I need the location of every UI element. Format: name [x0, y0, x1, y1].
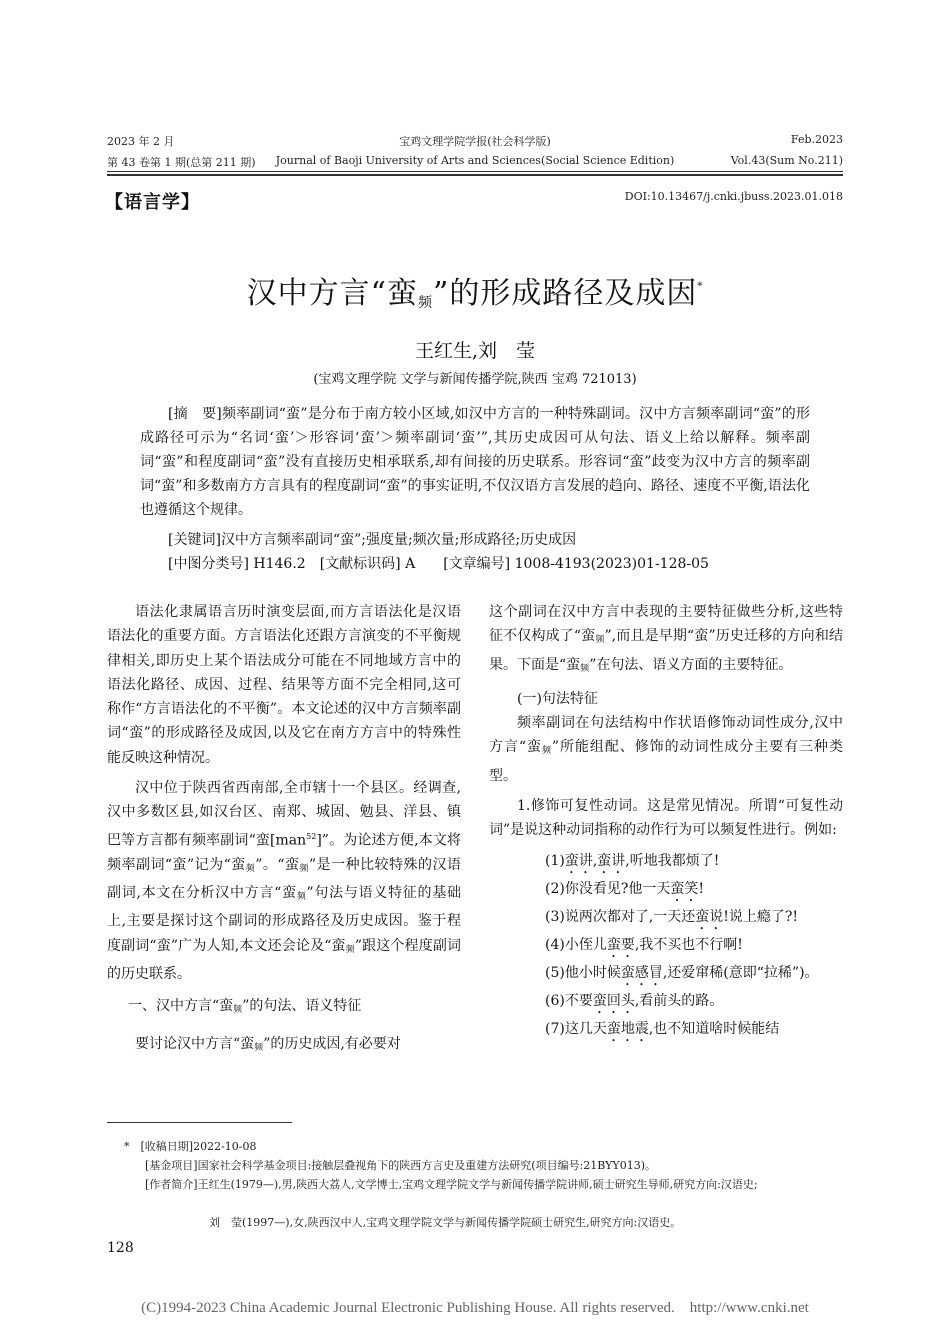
subsection-heading: (一)句法特征 — [517, 690, 598, 707]
clc-label: [中图分类号] — [168, 556, 249, 572]
copyright-footer: (C)1994-2023 China Academic Journal Electronic Publishing House. All rights reserved. http://www.cnki.net — [141, 1300, 809, 1316]
header-date-cn: 2023 年 2 月 — [107, 135, 175, 148]
example-6: (6)不要蛮回头,看前头的路。 — [545, 992, 724, 1009]
header-rule-thin — [107, 171, 843, 172]
right-column — [489, 600, 843, 1045]
affiliation: (宝鸡文理学院 文学与新闻传播学院,陕西 宝鸡 721013) — [313, 372, 637, 387]
header-volume-cn: 第 43 卷第 1 期(总第 211 期) — [107, 156, 256, 169]
right-paragraph-2: 频率副词在句法结构中作状语修饰动词性成分,汉中方言“蛮$_频$”所能组配、修饰的动词性成分主要有三种类型。 — [489, 715, 843, 784]
abstract-text: 频率副词“蛮”是分布于南方较小区域,如汉中方言的一种特殊副词。汉中方言频率副词“蛮”的形成路径可示为“名词‘蛮’＞形容词‘蛮’＞频率副词‘蛮’”,其历史成因可从句法、语义上给以解释。频率副词“蛮”和程度副词“蛮”没有直接历史相承联系,却有间接的历史联系。形容词“蛮”歧变为汉中方言的频率副词“蛮”和多数南方方言具有的程度副词“蛮”的事实证明,不仅汉语方言发展的趋向、路径、速度不平衡,语法化也遵循这个规律。 — [140, 406, 810, 518]
header-journal-cn: 宝鸡文理学院学报(社会科学版) — [399, 135, 551, 148]
doc-code-label: [文献标识码] — [319, 556, 401, 572]
article-title — [0, 268, 950, 312]
doi: DOI:10.13467/j.cnki.jbuss.2023.01.018 — [624, 190, 843, 203]
footnote-author-1: [作者简介]王红生(1979—),男,陕西大荔人,文学博士,宝鸡文理学院文学与新闻传播学院讲师,硕士研究生导师,研究方向:汉语史; — [145, 1178, 758, 1191]
article-number-label: [文章编号] — [443, 556, 511, 572]
left-paragraph-3: 要讨论汉中方言“蛮$_频$”的历史成因,有必要对 — [135, 1036, 401, 1054]
keywords-label: [关键词] — [168, 532, 221, 548]
footnote-received: * [收稿日期]2022-10-08 — [124, 1140, 257, 1153]
abstract-label: [摘 要] — [168, 406, 222, 422]
keywords-text: 汉中方言频率副词“蛮”;强度量;频次量;形成路径;历史成因 — [220, 532, 577, 548]
classification — [140, 552, 820, 576]
footnote-fund: [基金项目]国家社会科学基金项目:接触层叠视角下的陕西方言史及重建方法研究(项目编号:21BYY013)。 — [145, 1159, 656, 1172]
title-subscript: 频 — [418, 295, 433, 311]
title-main: 汉中方言“蛮 — [246, 276, 418, 311]
left-paragraph-1: 语法化隶属语言历时演变层面,而方言语法化是汉语语法化的重要方面。方言语法化还跟方言演变的不平衡规律相关,即历史上某个语法成分可能在不同地域方言中的语法化路径、成因、过程、结果等方面不完全相同,这可称作“方言语法化的不平衡”。本文论述的汉中方言频率副词“蛮”的形成路径及成因,以及它在南方方言中的特殊性能反映这种情况。 — [107, 604, 461, 766]
header-volume-en: Vol.43(Sum No.211) — [730, 154, 843, 167]
footnote-author-2: 刘 莹(1997—),女,陕西汉中人,宝鸡文理学院文学与新闻传播学院硕士研究生,研究方向:汉语史。 — [209, 1216, 682, 1229]
example-1: (1)蛮讲,蛮讲,听地我都烦了! — [545, 852, 720, 869]
authors: 王红生,刘 莹 — [414, 340, 536, 362]
example-2: (2)你没看见?他一天蛮笑! — [545, 880, 704, 897]
example-5: (5)他小时候蛮感冒,还爱窜稀(意即“拉稀”)。 — [545, 964, 819, 981]
title-footnote-marker: * — [697, 281, 704, 292]
page-number: 128 — [107, 1240, 134, 1256]
header-rule-thick — [107, 174, 843, 176]
title-rest: ”的形成路径及成因 — [433, 276, 698, 311]
keywords — [140, 528, 820, 552]
right-paragraph-1: 这个副词在汉中方言中表现的主要特征做些分析,这些特征不仅构成了“蛮$_频$”,而且是早期“蛮”历史迁移的方向和结果。下面是“蛮$_频$”在句法、语义方面的主要特征。 — [489, 604, 843, 674]
example-3: (3)说两次都对了,一天还蛮说!说上瘾了?! — [545, 908, 799, 925]
doc-code-value: A — [405, 556, 416, 572]
section-tag: 【语言学】 — [105, 192, 200, 213]
footnote-rule — [107, 1122, 292, 1123]
example-7: (7)这几天蛮地震,也不知道啥时候能结 — [545, 1020, 780, 1037]
section-heading-1: 一、汉中方言“蛮$_频$”的句法、语义特征 — [128, 998, 362, 1016]
right-paragraph-3: 1.修饰可复性动词。这是常见情况。所谓“可复性动词”是说这种动词指称的动作行为可以频复性进行。例如: — [489, 798, 843, 839]
example-4: (4)小侄儿蛮要,我不买也不行啊! — [545, 936, 743, 953]
abstract — [140, 402, 810, 522]
header-journal-en: Journal of Baoji University of Arts and Sciences(Social Science Edition) — [275, 154, 675, 167]
article-number-value: 1008-4193(2023)01-128-05 — [514, 556, 709, 572]
clc-value: H146.2 — [253, 556, 306, 572]
left-column — [107, 600, 461, 1061]
left-paragraph-2: 汉中位于陕西省西南部,全市辖十一个县区。经调查,汉中多数区县,如汉台区、南郑、城固、勉县、洋县、镇巴等方言都有频率副词“蛮[man$^{52}$]”。为论述方便,本文将频率副词“蛮”记为“蛮$_频$”。“蛮$_频$”是一种比较特殊的汉语副词,本文在分析汉中方言“蛮$_频$”句法与语义特征的基础上,主要是探讨这个副词的形成路径及历史成因。鉴于程度副词“蛮”广为人知,本文还会论及“蛮$_频$”跟这个程度副词的历史联系。 — [107, 780, 461, 982]
header-date-en: Feb.2023 — [790, 133, 843, 146]
